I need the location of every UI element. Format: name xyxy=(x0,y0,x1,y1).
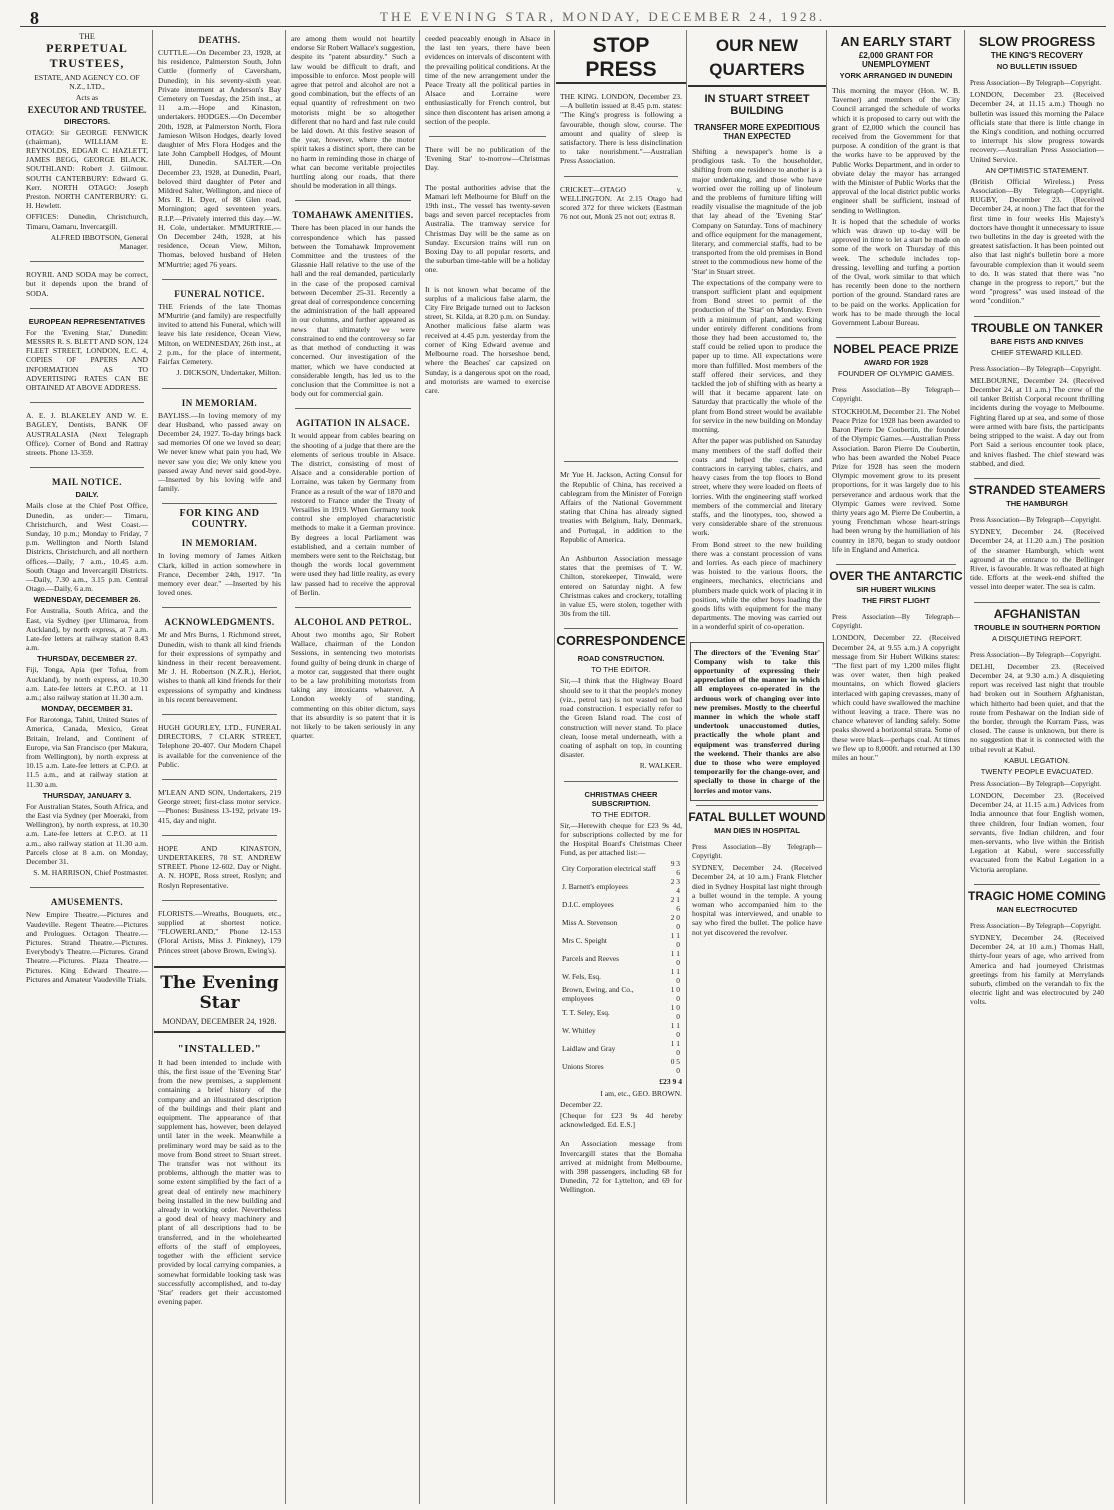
cheer-heading: CHRISTMAS CHEER SUBSCRIPTION. xyxy=(584,789,658,808)
afghanistan-deck: A DISQUIETING REPORT. xyxy=(992,633,1082,643)
euro-text: For the 'Evening Star,' Dunedin: MESSRS R. S. BLETT AND SON, 124 FLEET STREET, LONDON, E.C. 4, COPIES OF PAPERS AND INFORMATION AS TO ADVERTISING RATES CAN BE OBTAINED AT ABOVE ADDRESS. xyxy=(26,327,148,393)
afghan-text: DELHI, December 23. (Received December 24, at 9.30 a.m.) A disquieting report was received last night that trouble had broken out in Southern Afghanistan, which hitherto had been quiet, and that the route from Peshawar on the Indian side of the border, through the Kurram Pass, was closed. The cause is unknown, but there is no suggestion that it is connected with the tribal revolt at Kabul. xyxy=(970,661,1104,754)
subscriber-name: Unions Stores xyxy=(562,1061,604,1071)
subscriber-name: D.I.C. employees xyxy=(562,899,614,909)
steamers-subheading: THE HAMBURGH xyxy=(1006,498,1068,508)
tragic-heading: TRAGIC HOME COMING xyxy=(968,888,1106,903)
postal-text: The postal authorities advise that the Mamari left Melbourne for Bluff on the 19th inst., The vessel has twenty-seven bags and seven parcel receptacles from Australia. The tramway service for Christmas Day will be the same as on Sunday. Excursion trains will run on Boxing Day to all popular resorts, and the suburban time-table will be a holiday one. xyxy=(425,182,550,275)
subscription-amount: 1 0 0 xyxy=(670,1003,680,1022)
early-start-heading: AN EARLY START xyxy=(840,34,952,49)
divider xyxy=(696,805,818,806)
column-4 xyxy=(421,30,555,1504)
subscriber-name: City Corporation electrical staff xyxy=(562,863,657,873)
gourley-ad xyxy=(154,719,285,775)
subscription-amount: 9 3 6 xyxy=(670,859,680,878)
alsace-continued-text: ceeded peaceably enough in Alsace in the last ten years, there have been evidences on intervals of discontent with the prevailing political conditions. At the time of the new arrangement under the Peace Treaty all the political parties in Alsace and Lorraine were enthusiastically for French control, but since then discontent has arisen among a section of the people. xyxy=(425,34,550,126)
divider xyxy=(162,779,277,780)
invercargill-note xyxy=(556,1135,686,1200)
cheer-letter xyxy=(556,786,686,1136)
slow-agency: Press Association—By Telegraph—Copyright. xyxy=(970,79,1102,87)
invercargill-text: An Association message from Invercargill states that the Bomaha arrived at midnight from Melbourne, with 398 passengers, including 68 for Dunedin, 72 for Lyttelton, and 69 for Wellington. xyxy=(560,1139,682,1195)
tragic-article xyxy=(966,916,1108,1013)
cheer-to: TO THE EDITOR. xyxy=(591,809,651,819)
trustees-lead: THE xyxy=(79,32,95,41)
tomahawk-heading: TOMAHAWK AMENITIES. xyxy=(292,210,414,221)
subscription-list xyxy=(560,859,682,1075)
early-start-deck: YORK ARRANGED IN DUNEDIN xyxy=(839,71,953,80)
issue-date: MONDAY, DECEMBER 24, 1928. xyxy=(162,1016,277,1026)
trustees-acts: Acts as xyxy=(75,93,99,103)
tanker-deck: CHIEF STEWARD KILLED. xyxy=(991,347,1083,357)
deaths xyxy=(154,30,285,275)
dentists-text: A. E. J. BLAKELEY AND W. E. BAGLEY, Dentists, BANK OF AUSTRALASIA (Next Telegraph Office). Corner of Bond and Rattray streets. Phone 13-359. xyxy=(26,411,148,458)
new-quarters-subheading: IN STUART STREET BUILDING xyxy=(704,93,810,117)
mail-notice xyxy=(22,472,152,883)
subscription-amount: 0 5 0 xyxy=(670,1057,680,1076)
mail-mon-text: For Rarotonga, Tahiti, United States of America, Canada, Mexico, Great Britain, Ireland, and Continent of Europe, via San Francisco (per Makura, from Wellington), by north express at 10.15 a.m. Late-fee letters at C.P.O. at 11.5 a.m., and at railway station at 11.30 a.m. xyxy=(26,715,148,789)
memoriam-heading: IN MEMORIAM. xyxy=(181,397,258,408)
trustees-title: PERPETUAL TRUSTEES, xyxy=(46,41,128,70)
column-7 xyxy=(828,30,965,1504)
trustees-role: EXECUTOR AND TRUSTEE. xyxy=(27,104,147,115)
subscriber-name: T. T. Seley, Esq. xyxy=(562,1007,610,1017)
divider xyxy=(836,337,956,338)
early-start-article xyxy=(828,82,964,333)
tomahawk-article xyxy=(287,205,419,404)
alsace-text: It would appear from cables bearing on the shooting of a judge that there are the elements of serious trouble in Alsace. The district, consisting of most of Alsace and a considerable portion of Lorraine, was taken by Germany from France as a result of the war of 1870 and restored to France under the Treaty of Versailles in 1919. When Germany took control she employed characteristic methods to make it a German province. By degrees a local Parliament was established, and a certain number of members were sent to the Reichstag, but though the words local government were used they had little reality, as every law passed had to receive the approval of Berlin. xyxy=(291,431,415,597)
afghanistan-subheading: TROUBLE IN SOUTHERN PORTION xyxy=(973,622,1101,632)
optimistic-heading: AN OPTIMISTIC STATEMENT. xyxy=(985,165,1089,175)
early-start-text-2: It is hoped that the schedule of works which was drawn up to-day will be approved in time to let a start be made on some of the work on Thursday of this week. The schedule includes top-dressing, levelling and turfing a portion of the Oval, work similar to that which has recently been done to the northern portion of the ground. Standard rates are to be paid on the works. Application for work has to be made through the local Government Labour Bureau. xyxy=(832,216,960,328)
fire-alarm-text: It is not known what became of the surplus of a malicious false alarm, the City Fire Brigade turned out to Jackson street, St. Kilda, at 8.20 p.m. on Sunday. Another malicious false alarm was received at 4.45 p.m. yesterday from the corner of King Edward avenue and Melbourne road. The horseshoe bend, where the Beaches' car capsized on Sunday, is a dangerous spot on the road, and motorists are warned to exercise care. xyxy=(425,284,550,395)
directors-list: OTAGO: Sir GEORGE FENWICK (chairman), WILLIAM E. REYNOLDS, EDGAR C. HAZLETT, JAMES BEGG, GEORGE BLACK. SOUTHLAND: Robert J. Gilmour. SOUTH CANTERBURY: Edward G. Kerr. NORTH OTAGO: Joseph Preston. NORTH CANTERBURY: G. H. Hewlett. xyxy=(26,127,148,211)
divider xyxy=(564,176,678,177)
divider xyxy=(162,835,277,836)
mail-jan-text: For Australian States, South Africa, and the East via Sydney (per Moeraki, from Wellington), by north express, at 10.30 a.m. Late-fee letters at C.P.O. at 11 a.m., also railway station at 11.30 a.m. Parcels close at 8 a.m. on Monday, December 31. xyxy=(26,801,148,866)
divider xyxy=(162,503,277,504)
postal-note xyxy=(421,179,554,281)
bullet-text: SYDNEY, December 24. (Received December 24, at 10 a.m.) Frank Fletcher died in Sydney Hospital last night through a bullet wound in the temple. A young woman who accompanied him to the hospital was interviewed, and unable to say who fired the bullet. The police have not yet discovered the revolver. xyxy=(692,863,822,937)
tanker-text: MELBOURNE, December 24. (Received December 24, at 11 a.m.) The crew of the oil tanker British Corporal recount thrilling incidents during the voyage to Melbourne. Fighting flared up at sea, and some of those were armed with bare fists, the participants being stripped to the waist. A day out from Port Said a serious encounter took place, and knives flashed. The chief steward was stabbed, and died. xyxy=(970,375,1104,468)
manager: ALFRED IBBOTSON, General Manager. xyxy=(50,232,148,252)
divider xyxy=(295,200,411,201)
early-start-subheading: £2,000 GRANT FOR UNEMPLOYMENT xyxy=(858,51,934,69)
cheer-note: [Cheque for £23 9s 4d hereby acknowledged. Ed. E.S.] xyxy=(560,1110,682,1130)
mail-text: Mails close at the Chief Post Office, Dunedin, as under:— Timaru, Christchurch, and West Coast.—Sunday, 10 p.m.; Monday to Friday, 7 p.m. Wellington and North Island Districts, Christchurch, and all northern offices.—Daily, 7 a.m., 10.45 a.m. South Otago and Invercargill Districts.—Daily, 7.30 a.m., 3.15 p.m. Central Otago.—Daily, 6 a.m. xyxy=(26,501,148,594)
column-1 xyxy=(22,30,153,1504)
alcohol-continued-text: are among them would not heartily endorse Sir Robert Wallace's suggestion, despite its "patent absurdity." Such a law would be difficult to draft, and impossible to enforce. Most people will agree that petrol and alcohol are not a good combination, but the effects of an equal quantity of refreshment on two motorists might be so altogether different that no hard and fast rule could be laid down. At this festive season of the year, however, where the motor spirit takes a distinct sport, there can be no harm in reminding those in charge of what can become veritable projectiles hurtling along our roads, that there should be moderation in all things. xyxy=(291,34,415,191)
subscription-row xyxy=(560,877,682,895)
installed-heading: "INSTALLED." xyxy=(177,1042,262,1055)
mail-heading: MAIL NOTICE. xyxy=(51,477,122,488)
subscription-row xyxy=(560,1021,682,1039)
nameplate: The Evening Star xyxy=(160,972,279,1013)
antarctic-subheading: SIR HUBERT WILKINS xyxy=(856,584,936,594)
subscriber-name: W. Fels, Esq. xyxy=(562,971,601,981)
subscriber-name: Mrs C. Speight xyxy=(562,935,607,945)
alsace-article xyxy=(287,413,419,603)
cheer-total: £23 9 4 xyxy=(659,1077,682,1087)
installed-text: It had been intended to include with this, the first issue of the 'Evening Star' from the new premises, a supplement containing a brief history of the company and an illustrated description of the buildings and their plant and equipment. The appearance of that supplement has, however, been delayed until later in the week. Meanwhile a preliminary word may be said as to the move from Bond street to Stuart street. The transfer was not without its problems, although the matter was to some extent simplified by the fact of a great deal of entirely new machinery being installed in the new building and already in working order. Nevertheless a good deal of heavy machinery and plant of all descriptions had to be transferred, and in the wholehearted efforts of the staff of employees, together with the efficient service provided by local carrying companies, a somewhat formidable looking task was successfully accomplished, and to-day 'Star' readers get their accustomed evening paper. xyxy=(158,1057,281,1307)
memoriam-heading: IN MEMORIAM. xyxy=(181,538,258,549)
divider xyxy=(974,478,1100,479)
slow-progress-heading: SLOW PROGRESS xyxy=(978,34,1096,49)
divider xyxy=(564,628,678,629)
tanker-agency: Press Association—By Telegraph—Copyright. xyxy=(970,364,1102,373)
trustees-sub: ESTATE, AND AGENCY CO. OF N.Z., LTD., xyxy=(34,73,140,92)
divider xyxy=(564,781,678,782)
divider xyxy=(974,316,1100,317)
slow-progress-article xyxy=(966,73,1108,312)
divider xyxy=(974,884,1100,885)
road-sign: R. WALKER. xyxy=(639,761,682,771)
no-publication-note xyxy=(421,141,554,179)
subscription-row xyxy=(560,967,682,985)
new-quarters-article xyxy=(688,143,826,638)
divider xyxy=(162,900,277,901)
new-quarters-text-1: Shifting a newspaper's home is a prodigious task. To the householder, shifting from one residence to another is a major undertaking, and those who have worried over the rolling up of linoleum and the problems of furniture lifting will readily visualise the magnitude of the job that lay ahead of the 'Evening Star' Company on Saturday. Tons of machinery and office equipment for the management, literary, and commercial staffs, had to be transported from the old premises in Bond street to the commodious new home of the 'Star' in Stuart street. xyxy=(692,147,822,276)
memoriam-text: BAYLISS.—In loving memory of my dear Husband, who passed away on December 24, 1927. To-day brings back sad memories Of one we loved so dear; We never knew what pain you had, We never saw you die; We only knew you passed away And never said good-bye. —Inserted by his loving wife and family. xyxy=(158,410,281,494)
bullet-article xyxy=(688,837,826,943)
road-letter xyxy=(556,650,686,776)
hope-ad xyxy=(154,840,285,896)
mail-jan-heading: THURSDAY, JANUARY 3. xyxy=(42,790,132,800)
antarctic-article xyxy=(828,607,964,768)
tragic-text: SYDNEY, December 24. (Received December 24, at 10 a.m.) Thomas Hall, thirty-four years of age, who arrived from America and had journeyed Christmas greetings from his family at Merrylands suburb, climbed on the verandah to fix the electric light and was electrocuted by 240 volts. xyxy=(970,933,1104,1007)
column-6 xyxy=(688,30,827,1504)
antarctic-text: LONDON, December 22. (Received December 24, at 9.55 a.m.) A copyright message from Sir Hubert Wilkins states: "The first part of my 1,200 miles flight was over water, then high peaked mountains, on which flowed glaciers interlaced with gaping crevasses, many of which could have swallowed the machine without leaving a trace. There was no chance whatever of landing safely. Some peaks showed a horizontal strata. Some of these were black—perhaps coal. At times we flew up to 8,000ft. and returned at 130 miles an hour." xyxy=(832,633,961,762)
subscription-row xyxy=(560,949,682,967)
column-5 xyxy=(556,30,687,1504)
kabul-heading: KABUL LEGATION. xyxy=(1004,755,1070,765)
tragic-subheading: MAN ELECTROCUTED xyxy=(996,904,1078,914)
kabul-text: LONDON, December 23. (Received December 24, at 11.15 a.m.) Advices from India announce that four English women, three children, four Indian women, four servants, five Indian children, and four men-servants, who live within the British Legation at Kabul, were successfully evacuated from the Kabul Legation in a Victoria aeroplane. xyxy=(970,790,1104,874)
subscriber-name: W. Whitley xyxy=(562,1025,596,1035)
divider xyxy=(429,136,546,137)
fire-alarm-note xyxy=(421,281,554,401)
funeral-notice xyxy=(154,284,285,384)
divider xyxy=(162,714,277,715)
nobel-deck: FOUNDER OF OLYMPIC GAMES. xyxy=(837,369,955,379)
divider xyxy=(162,279,277,280)
stop-press-cricket xyxy=(556,181,686,228)
antarctic-agency: Press Association—By Telegraph—Copyright. xyxy=(832,612,960,631)
nobel-text: STOCKHOLM, December 21. The Nobel Peace Prize for 1928 has been awarded to Baron Pierre De Coubertin, the founder of the Olympic Games.—Australian Press Association. Baron Pierre De Coubertin, who has been awarded the Nobel Peace Prize for 1928 has seen the modern Olympic movement grow to its present proportions, for it was largely due to his perseverance and arduous work that the Olympic Games were revived. Some thirty years ago M. Pierre De Coubertin, a young Frenchman whose heart-strings had been wrung by the humiliation of his country in 1870, began to study outdoor life in England and America. xyxy=(832,406,961,554)
subscription-row xyxy=(560,1057,682,1075)
divider xyxy=(564,461,678,462)
antarctic-heading: OVER THE ANTARCTIC xyxy=(829,568,963,583)
afghan-agency: Press Association—By Telegraph—Copyright. xyxy=(970,650,1102,659)
road-heading: ROAD CONSTRUCTION. xyxy=(577,654,665,664)
king-text: THE KING. LONDON, December 23.—A bulletin issued at 8.45 p.m. states: "The King's progress is following a favourable, though slow, course. The amount and quality of sleep is satisfactory. There is less disinclination to take nourishment."—Australian Press Association. xyxy=(560,92,682,166)
divider xyxy=(30,261,144,262)
subscription-row xyxy=(560,1039,682,1057)
steamers-agency: Press Association—By Telegraph—Copyright. xyxy=(970,515,1102,524)
subscription-row xyxy=(560,1003,682,1021)
funeral-heading: FUNERAL NOTICE. xyxy=(174,288,265,299)
subscription-row xyxy=(560,895,682,913)
subscription-row xyxy=(560,931,682,949)
subscription-amount: 1 1 0 xyxy=(670,949,680,968)
divider xyxy=(295,607,411,608)
divider xyxy=(836,564,956,565)
no-publication-text: There will be no publication of the 'Evening Star' to-morrow—Christmas Day. xyxy=(425,145,550,173)
road-text: Sir,—I think that the Highway Board should see to it that the people's money (viz., petrol tax) is not wasted on bad road construction. I especially refer to the Green Island road. The cost of construction will never stand. To place clean, loose metal underneath, with a coating of asphalt on top, in counting disaster. xyxy=(560,676,682,760)
mail-wed-text: For Australia, South Africa, and the East, via Sydney (per Ulimaroa, from Auckland), by north express, at 7 a.m. Late-fee letters at railway station 8.43 a.m. xyxy=(26,606,148,653)
subscriber-name: J. Barnett's employees xyxy=(562,881,628,891)
trustees-ad xyxy=(22,30,152,257)
subscription-amount: 2 1 6 xyxy=(670,895,680,914)
amusements-heading: AMUSEMENTS. xyxy=(50,897,124,908)
subscription-amount: 1 1 0 xyxy=(670,931,680,950)
steamers-heading: STRANDED STEAMERS xyxy=(968,482,1106,497)
directors-thanks-text: The directors of the 'Evening Star' Company wish to take this opportunity of expressing their appreciation of the manner in which all employees co-operated in the arduous work of changing over into new premises. Mostly to the cheerful manner in which the whole staff undertook unaccustomed duties, practically the whole plant and equipment was transferred during the weekend. Their thanks are also due to those who were employed temporarily for the change-over, and specially to those in charge of the lorries and motor vans. xyxy=(694,647,820,795)
ashburton-note xyxy=(556,550,686,624)
cricket-text: CRICKET—OTAGO v. WELLINGTON. At 2.15 Otago had scored 372 for three wickets (Eastman 76 not out, Monk 25 not out; extras 8. xyxy=(560,184,682,222)
cheer-text: Sir,—Herewith cheque for £23 9s 4d, for subscriptions collected by me for the Hospital Board's Christmas Cheer Fund, as per attached list:— xyxy=(560,820,682,858)
new-quarters-text-2: The expectations of the company were to transport sufficient plant and equipment from Bond street to permit of the production of the 'Star' on Monday. Even with a minimum of plant, and working under entirely different conditions from those they had been accustomed to, the staff could be relied upon to produce the paper up to time. All expectations were more than fulfilled. Most members of the staff offered their services, and they tackled the job of shifting with as hearty a will that it became apparent late on Saturday that practically the whole of the plant from Bond street would be available for service in the new building on Monday morning. xyxy=(692,277,822,435)
cheer-sign: I am, etc., GEO. BROWN. xyxy=(600,1088,682,1098)
divider xyxy=(162,388,277,389)
column-2 xyxy=(154,30,286,1504)
alcohol-heading: ALCOHOL AND PETROL. xyxy=(294,616,412,627)
in-memoriam-1 xyxy=(154,393,285,500)
kabul-agency: Press Association—By Telegraph—Copyright. xyxy=(970,779,1102,788)
afghanistan-heading: AFGHANISTAN xyxy=(993,606,1081,621)
florists-ad xyxy=(154,905,285,961)
mail-wed-heading: WEDNESDAY, DECEMBER 26. xyxy=(33,595,141,605)
subscription-row xyxy=(560,985,682,1003)
maclean-ad xyxy=(154,784,285,831)
alsace-heading: AGITATION IN ALSACE. xyxy=(296,418,410,429)
mail-daily: DAILY. xyxy=(75,490,99,500)
ack-text: Mr and Mrs Burns, 1 Richmond street, Dunedin, wish to thank all kind friends for their expressions of sympathy and kindness in their recent bereavement. Mr J. H. Robertson (N.Z.R.), Heriot, wishes to thank all kind friends for their expressions of sympathy and kindness in his recent bereavement. xyxy=(158,630,281,704)
column-3 xyxy=(287,30,420,1504)
evacuated-heading: TWENTY PEOPLE EVACUATED. xyxy=(980,766,1094,776)
alsace-continued xyxy=(421,30,554,132)
road-to: TO THE EDITOR. xyxy=(591,665,651,675)
soda-text: ROYRIL AND SODA may be correct, but it depends upon the brand of SODA. xyxy=(26,270,148,298)
consul-text: Mr Yue H. Jackson, Acting Consul for the Republic of China, has received a cablegram from the Minister of Foreign Affairs of the National Government stating that China has already signed treaties with Belgium, Italy, Denmark, and Portugal, in addition to the Republic of America. xyxy=(560,470,682,544)
page-header xyxy=(0,6,1114,26)
subscription-row xyxy=(560,859,682,877)
soda-ad xyxy=(22,266,152,304)
installed-article xyxy=(154,1038,285,1312)
directors-thanks-box xyxy=(690,642,824,801)
slow-progress-subheading: THE KING'S RECOVERY xyxy=(990,51,1084,60)
memoriam-text: In loving memory of James Aitken Clark, killed in action somewhere in France, December 24th, 1917. "In memory ever dear." —Inserted by his loved ones. xyxy=(158,551,281,598)
subscription-amount: 2 0 0 xyxy=(670,913,680,932)
rule xyxy=(154,1031,285,1033)
stop-press-king xyxy=(556,88,686,172)
nobel-agency: Press Association—By Telegraph—Copyright. xyxy=(832,386,960,404)
page-number: 8 xyxy=(30,8,39,28)
directors-heading: DIRECTORS. xyxy=(63,116,111,126)
divider xyxy=(30,887,144,888)
divider xyxy=(30,402,144,403)
subscriber-name: Brown, Ewing, and Co., employees xyxy=(562,985,634,1004)
funeral-text: THE Friends of the late Thomas M'Murtrie (and family) are respectfully invited to attend his Funeral, which will leave his late residence, Ocean View, Milton, on WEDNESDAY, 26th inst., at 2 p.m., for the place of interment, Fairfax Cemetery. xyxy=(158,301,281,367)
subscriber-name: Laidlaw and Gray xyxy=(562,1043,616,1053)
subscription-row xyxy=(560,913,682,931)
euro-heading: EUROPEAN REPRESENTATIVES xyxy=(28,316,146,326)
king-and-country-heading: FOR KING AND COUNTRY. xyxy=(179,508,260,531)
slow-text: LONDON, December 23. (Received December 24, at 11.15 a.m.) Though no bulletin was issued this morning the Palace officials state that there is little change in the King's condition, and nothing occurred to interrupt his slow progress towards recovery.—Australian Press Association—United Service. xyxy=(970,90,1104,164)
nobel-heading: NOBEL PEACE PRIZE xyxy=(833,342,959,357)
bullet-heading: FATAL BULLET WOUND xyxy=(688,809,826,824)
early-start-text: This morning the mayor (Hon. W. B. Taverner) and members of the City Council arranged the schedule of works which it is proposed to carry out with the grant of £2,000 which the council has received from the Government for that purpose. A condition of the grant is that the works have to be approved by the Public Works Department, and in order to obviate delay the mayor has arranged with the Minister of Public Works that the approval of the local district public works engineer shall be sufficient, instead of sending to Wellington. xyxy=(832,86,960,215)
ashburton-text: An Ashburton Association message states that the premises of T. W. Chilton, storekeeper, Tinwald, were entered on Saturday night. A few Christmas cakes and crockery, totalling in value £5, were stolen, together with 30s from the till. xyxy=(560,554,682,619)
florists-text: FLORISTS.—Wreaths, Bouquets, etc., supplied at shortest notice. "FLOWERLAND," Phone 12-153 (Floral Artists, Miss J. Pinkney), 179 Princes street (above Brown, Ewing's). xyxy=(158,908,281,955)
stop-press-heading: STOP PRESS xyxy=(556,34,686,84)
subscription-amount: 2 3 4 xyxy=(670,877,680,896)
postmaster: S. M. HARRISON, Chief Postmaster. xyxy=(33,868,148,878)
nobel-article xyxy=(828,380,964,560)
antarctic-deck: THE FIRST FLIGHT xyxy=(862,595,930,605)
new-quarters-text-4: From Bond street to the new building there was a constant procession of vans and lorries. As each piece of machinery was hoisted to the various floors, the engineers, mechanics, electricians and plumbers made quick work of placing it in position, while the other boys loading the goods lifts with equipment for the many departments. The moving was carried out in a wonderful spirit of co-operation. xyxy=(692,539,822,632)
amusements-text: New Empire Theatre.—Pictures and Vaudeville. Regent Theatre.—Pictures and Prologues. Octagon Theatre.—Pictures. Strand Theatre.—Pictures. Everybody's Theatre.—Pictures. Grand Theatre.—Pictures. Plaza Theatre.—Pictures. King Edward Theatre.—Pictures and Amateur Vaudeville Trials. xyxy=(26,910,148,984)
running-masthead: THE EVENING STAR, MONDAY, DECEMBER 24, 1928. xyxy=(380,9,826,24)
alcohol-continued xyxy=(287,30,419,196)
subscriber-name: Parcels and Reeves xyxy=(562,953,620,963)
tragic-agency: Press Association—By Telegraph—Copyright. xyxy=(970,921,1102,930)
afghanistan-article xyxy=(966,645,1108,880)
bullet-subheading: MAN DIES IN HOSPITAL xyxy=(714,825,800,835)
optimistic-text: (British Official Wireless.) Press Association—By Telegraph—Copyright. RUGBY, December 23. (Received December 24, at noon.) The fact that for the first time in four weeks His Majesty's doctors have thought it unnecessary to issue two bulletins in the day is greeted with the greatest satisfaction. It has been pointed out also that last night's bulletin bore a more favourable complexion than it would seem to do. It was stated that there was "no change in the progress to report," but the word "progress" was used instead of the word "condition." xyxy=(970,176,1104,306)
mail-thu-text: Fiji, Tonga, Apia (per Tofua, from Auckland), by north express, at 10.30 a.m. Late-fee letters at C.P.O. at 11 a.m.; also railway station at 11.30 a.m. xyxy=(26,665,148,702)
deaths-heading: DEATHS. xyxy=(198,35,241,45)
divider xyxy=(30,308,144,309)
subscriber-name: Miss A. Stevenson xyxy=(562,917,618,927)
ack-heading: ACKNOWLEDGMENTS. xyxy=(164,617,275,628)
steamers-text: SYDNEY, December 24. (Received December 24, at 11.20 a.m.) The position of the steamer Hamburgh, which went aground at the entrance to the Bellinger River, is favourable. It was refloated at high tide. Efforts at the week-end shifted the vessel into deeper water. The sea is calm. xyxy=(970,527,1104,592)
divider xyxy=(30,467,144,468)
mail-mon-heading: MONDAY, DECEMBER 31. xyxy=(41,704,133,714)
bullet-agency: Press Association—By Telegraph—Copyright. xyxy=(692,842,822,861)
hope-text: HOPE AND KINASTON, UNDERTAKERS, 78 ST. ANDREW STREET. Phone 12-602. Day or Night. A. N. HOPE, Ross street, Roslyn; and Roslyn Representative. xyxy=(158,843,281,890)
subscription-amount: 1 1 0 xyxy=(670,1021,680,1040)
subscription-amount: 1 0 0 xyxy=(670,985,680,1004)
offices: OFFICES: Dunedin, Christchurch, Timaru, Oamaru, Invercargill. xyxy=(26,212,148,231)
stop-press-blank-space xyxy=(556,227,686,457)
amusements xyxy=(22,892,152,990)
funeral-sign: J. DICKSON, Undertaker, Milton. xyxy=(176,368,281,378)
new-quarters-text-3: After the paper was published on Saturday many members of the staff doffed their coats and helped the carriers and contractors in carrying tables, chairs, and heavy cases from the top floors to Bond street, where they were loaded on fleets of lorries. With the engineering staff worked members of the commercial and literary staffs, and the linotypes, too, showed a very considerable share of the strenuous work. xyxy=(692,436,822,538)
column-8 xyxy=(966,30,1108,1504)
alcohol-article xyxy=(287,612,419,746)
new-quarters-deck: TRANSFER MORE EXPEDITIOUS THAN EXPECTED xyxy=(694,123,820,141)
subscription-amount: 1 1 0 xyxy=(670,1039,680,1058)
tanker-subheading: BARE FISTS AND KNIVES xyxy=(990,336,1084,346)
in-memoriam-2 xyxy=(154,533,285,603)
dentists-ad xyxy=(22,407,152,463)
european-representatives-ad xyxy=(22,313,152,398)
acknowledgments xyxy=(154,612,285,710)
tanker-article xyxy=(966,359,1108,474)
correspondence-heading: CORRESPONDENCE xyxy=(556,633,686,649)
cheer-date: December 22. xyxy=(560,1099,603,1109)
rule xyxy=(154,966,285,968)
divider xyxy=(974,602,1100,603)
tomahawk-text: There has been placed in our hands the correspondence which has passed between the Tomahawk Improvement Committee and the trustees of the Glassnie Hall relative to the use of the hall and the real demanded, particularly in the case of the proposed carnival between December 25-31. Recently a great deal of correspondence concerning the administration of the hall appeared in our columns, and further appeared as news that ultimately we were constrained to end the controversy so far as that method of conducting it was concerned. Our investigation of the matter, which we have conducted at considerable length, has led us to the conclusion that the Committee is not a body out for commercial gain. xyxy=(291,223,415,399)
maclean-text: M'LEAN AND SON, Undertakers, 219 George street; first-class motor service.—Phones: Business 13-192, private 19-415, day and night. xyxy=(158,787,281,825)
alcohol-text: About two months ago, Sir Robert Wallace, chairman of the London Sessions, in sentencing two motorists found guilty of being drunk in charge of a motor car, suggested that there ought to be a law prohibiting motorists from taking any intoxicants whatever. A London weekly of standing, commenting on this obiter dictum, says that its absurdity is so patent that it is not likely to be taken seriously in any quarter. xyxy=(291,629,415,741)
nobel-subheading: AWARD FOR 1928 xyxy=(863,358,929,368)
consul-note xyxy=(556,466,686,550)
subscription-amount: 1 1 0 xyxy=(670,967,680,986)
gourley-text: HUGH GOURLEY, LTD., FUNERAL DIRECTORS, 7 CLARK STREET, Telephone 20-407. Our Modern Chapel is available for the convenience of the Public. xyxy=(158,722,281,769)
mail-thu-heading: THURSDAY, DECEMBER 27. xyxy=(37,654,137,664)
tanker-heading: TROUBLE ON TANKER xyxy=(971,320,1103,335)
new-quarters-heading: OUR NEW QUARTERS xyxy=(688,34,826,87)
divider xyxy=(162,607,277,608)
divider xyxy=(295,408,411,409)
top-rule xyxy=(20,26,1106,27)
slow-progress-deck: NO BULLETIN ISSUED xyxy=(996,62,1078,71)
steamers-article xyxy=(966,510,1108,598)
deaths-text: CUTTLE.—On December 23, 1928, at his residence, Palmerston South, John Cuttle (formerly of Caversham, Dunedin); in his seventy-sixth year. Private interment at Anderson's Bay Cemetery on Tuesday, the 25th inst., at 11 a.m.—Hope and Kinaston, undertakers. HODGES.—On December 20th, 1928, at Palmerston North, Flora Jamieson Wilson Hodges, dearly loved daughter of Mrs Flora Hodges and the late John Campbell Hodges, of Mount Hill, Dunedin. SALTER.—On December 23, 1928, at Dunedin, Pearl, beloved third daughter of Peter and Mildred Salter, Wellington, and niece of Mrs R. H. Dyer, of 88 Glen road, Mornington; aged seventeen years. R.I.P.—Privately interred this day.—W. H. Cole, undertaker. M'MURTRIE.—On December 24th, 1928, at his residence, Ocean View, Milton, Thomas, beloved husband of Helen M'Murtrie; aged 76 years. xyxy=(158,48,281,269)
